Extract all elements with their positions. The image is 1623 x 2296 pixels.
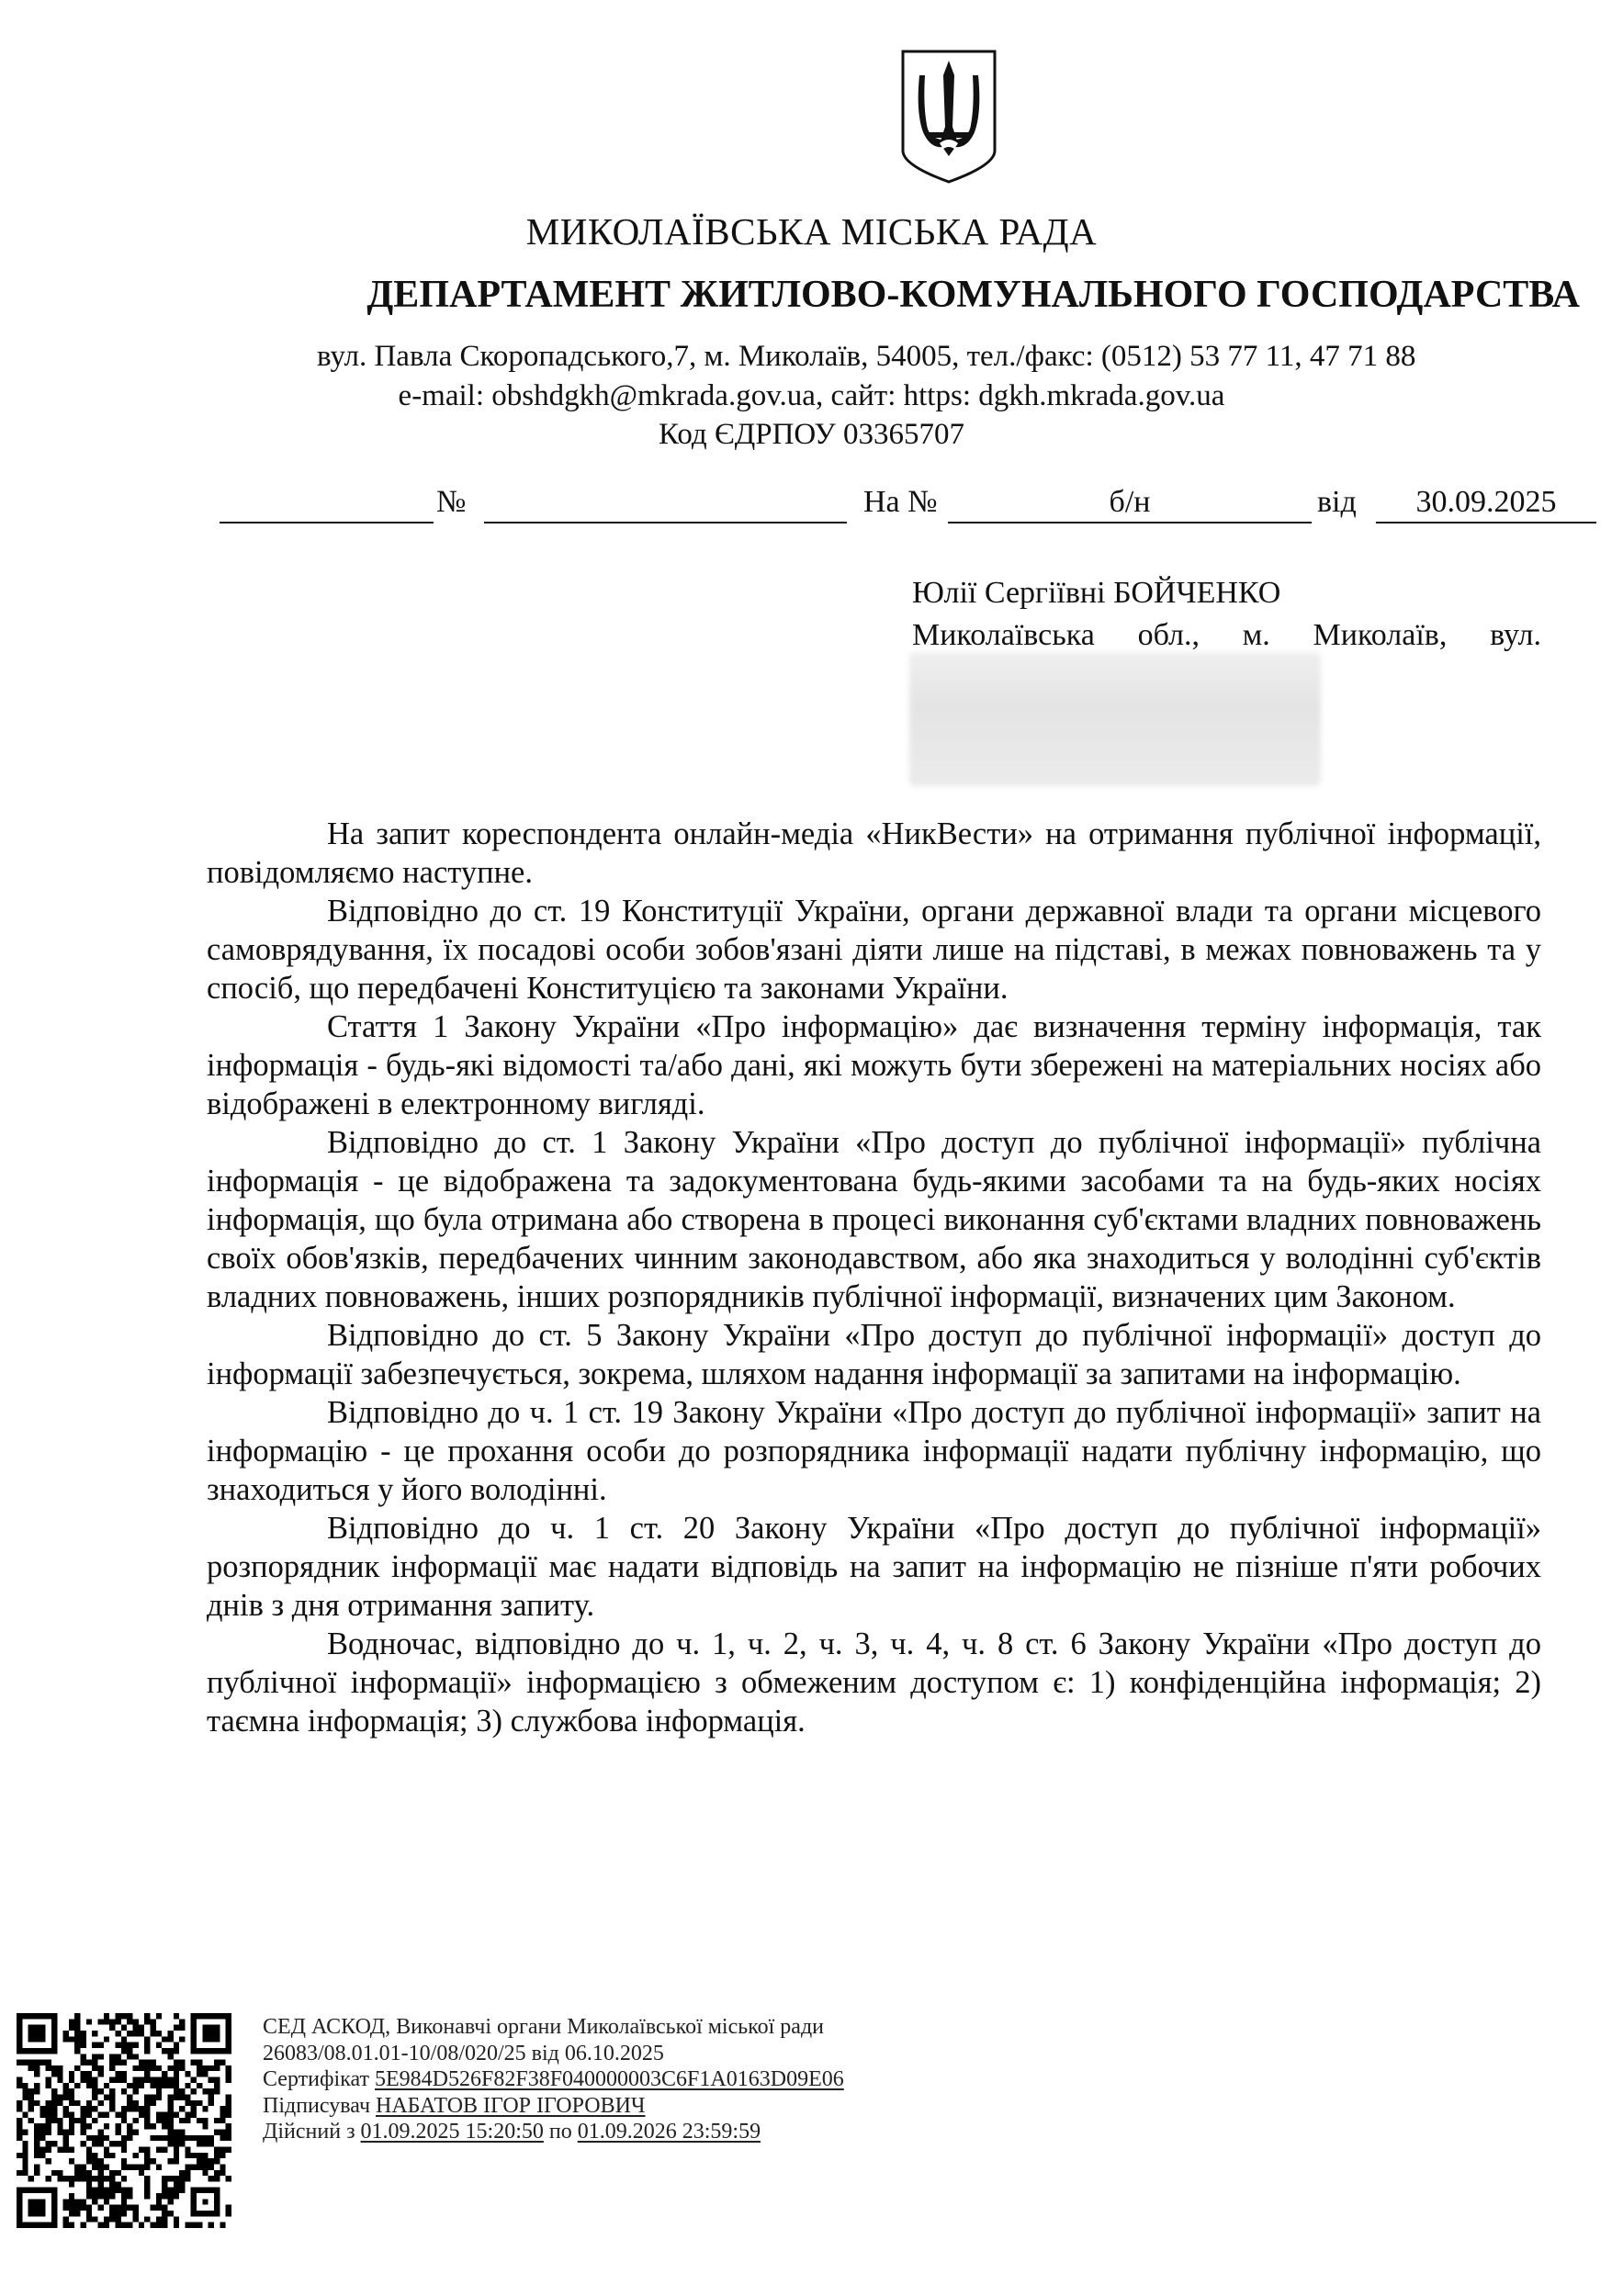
recipient-address-city-prefix: м.	[1242, 618, 1270, 652]
signature-validity: Дійсний з 01.09.2025 15:20:50 по 01.09.2026 23:59:59	[263, 2120, 761, 2144]
date-value: 30.09.2025	[1415, 485, 1557, 519]
signature-system: СЕД АСКОД, Виконавчі органи Миколаївської міської ради	[263, 2015, 825, 2039]
recipient-address-region: Миколаївська	[912, 618, 1095, 652]
signature-reg-number: 26083/08.01.01-10/08/020/25 від 06.10.2025	[263, 2041, 664, 2065]
council-name: МИКОЛАЇВСЬКА МІСЬКА РАДА	[525, 210, 1098, 253]
letter-body	[207, 815, 1541, 1740]
outgoing-date-blank	[220, 485, 434, 523]
department-contacts: e-mail: obshdgkh@mkrada.gov.ua, сайт: https: dgkh.mkrada.gov.ua	[398, 379, 1225, 412]
paragraph: На запит кореспондента онлайн-медіа «НикВести» на отримання публічної інформації, повідомляємо наступне.	[207, 816, 1541, 890]
recipient-address-oblast: обл.,	[1137, 618, 1200, 652]
department-address: вул. Павла Скоропадського,7, м. Миколаїв, 54005, тел./факс: (0512) 53 77 11, 47 71 88	[317, 340, 1416, 373]
date-label: від	[1317, 485, 1357, 519]
signature-certificate: Сертифікат 5E984D526F82F38F040000003C6F1A0163D09E06	[263, 2067, 844, 2091]
recipient-address-street-prefix: вул.	[1490, 618, 1541, 652]
coat-of-arms-icon	[899, 48, 998, 186]
department-edrpou: Код ЄДРПОУ 03365707	[658, 418, 965, 451]
certificate-value: 5E984D526F82F38F040000003C6F1A0163D09E06	[375, 2067, 844, 2091]
recipient-address-city: Миколаїв,	[1313, 618, 1448, 652]
signature-signer: Підписувач НАБАТОВ ІГОР ІГОРОВИЧ	[263, 2093, 646, 2118]
recipient-name: Юлії Сергіївні БОЙЧЕНКО	[912, 576, 1281, 610]
reply-to-label: На №	[863, 485, 938, 519]
paragraph: Водночас, відповідно до ч. 1, ч. 2, ч. 3, ч. 4, ч. 8 ст. 6 Закону України «Про доступ до публічної інформації» інформацією з обмеженим доступом є: 1) конфіденційна інформація; 2) таємна інформація; 3) службова інформація.	[207, 1626, 1541, 1739]
redacted-address	[909, 652, 1321, 786]
paragraph: Відповідно до ст. 5 Закону України «Про доступ до публічної інформації» доступ до інформації забезпечується, зокрема, шляхом надання інформації за запитами на інформацію.	[207, 1318, 1541, 1391]
e-signature-stamp	[263, 2014, 844, 2145]
paragraph: Відповідно до ст. 19 Конституції України, органи державної влади та органи місцевого самоврядування, їх посадові особи зобов'язані діяти лише на підставі, в межах повноважень та у спосіб, що передбачені Конституцією та законами України.	[207, 894, 1541, 1006]
valid-to: 01.09.2026 23:59:59	[577, 2120, 761, 2144]
recipient-block	[912, 572, 1541, 657]
reply-to-value: б/н	[1109, 485, 1151, 519]
paragraph: Відповідно до ч. 1 ст. 19 Закону України «Про доступ до публічної інформації» запит на інформацію - це прохання особи до розпорядника інформації надати публічну інформацію, що знаходиться у його володінні.	[207, 1395, 1541, 1507]
paragraph: Відповідно до ч. 1 ст. 20 Закону України «Про доступ до публічної інформації» розпорядник інформації має надати відповідь на запит на інформацію не пізніше п'яти робочих днів з дня отримання запиту.	[207, 1511, 1541, 1623]
paragraph: Відповідно до ст. 1 Закону України «Про доступ до публічної інформації» публічна інформація - це відображена та задокументована будь-якими засобами та на будь-яких носіях інформація, що була отримана або створена в процесі виконання суб'єктами владних повноважень своїх обов'язків, передбачених чинним законодавством, або яка знаходиться у володінні суб'єктів владних повноважень, інших розпорядників публічної інформації, визначених цим Законом.	[207, 1125, 1541, 1314]
outgoing-number-blank	[484, 485, 847, 523]
paragraph: Стаття 1 Закону України «Про інформацію» дає визначення терміну інформація, так інформація - будь-які відомості та/або дані, які можуть бути збережені на матеріальних носіях або відображені в електронному вигляді.	[207, 1009, 1541, 1121]
number-label: №	[436, 485, 467, 519]
department-name: ДЕПАРТАМЕНТ ЖИТЛОВО-КОМУНАЛЬНОГО ГОСПОДАРСТВА	[366, 274, 1580, 316]
valid-from: 01.09.2025 15:20:50	[360, 2120, 544, 2144]
qr-code	[17, 2013, 231, 2228]
recipient-address	[912, 614, 1541, 657]
signer-value: НАБАТОВ ІГОР ІГОРОВИЧ	[376, 2093, 646, 2118]
